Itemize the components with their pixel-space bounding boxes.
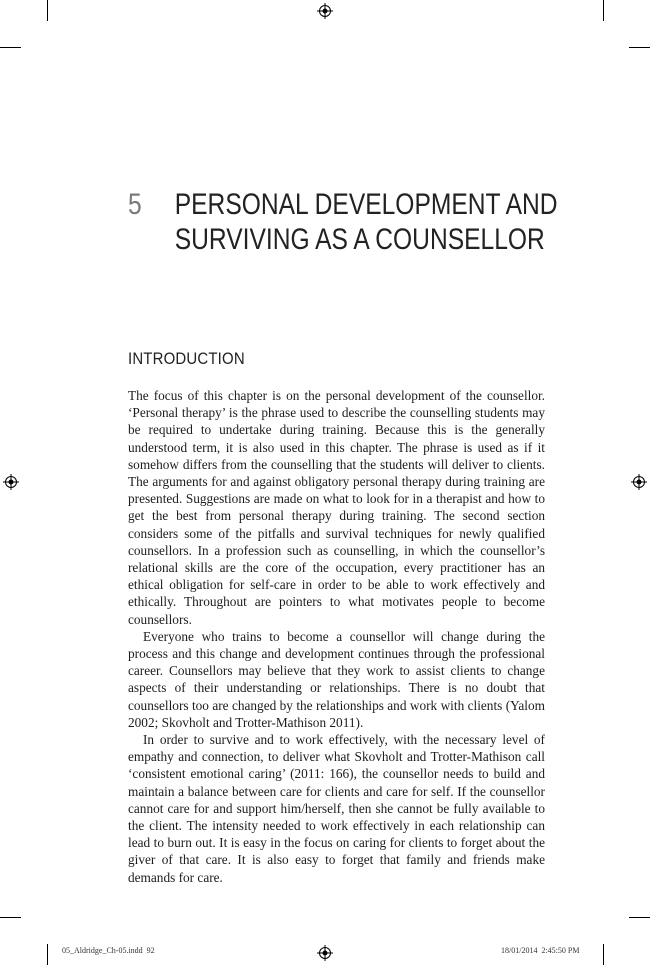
footer-date: 18/01/2014	[501, 946, 538, 955]
footer-file-info	[62, 946, 155, 955]
paragraph: In order to survive and to work effectively, with the necessary level of empathy and connection, to deliver what Skovholt and Trotter-Mathison call ‘consistent emotional caring’ (2011: 166), the counsellor needs to build and maintain a balance between care for clients and care for self. If the counsellor cannot care for and support him/herself, then she cannot be fully available to the client. The intensity needed to work effectively in each relationship can lead to burn out. It is easy in the focus on caring for clients to forget about the giver of that care. It is also easy to forget that family and friends make demands for care.	[128, 732, 545, 885]
footer-page-number: 92	[146, 946, 155, 955]
chapter-title-line: PERSONAL DEVELOPMENT AND	[174, 188, 558, 221]
crop-mark	[47, 944, 48, 965]
registration-mark-icon	[317, 945, 333, 961]
footer-filename: 05_Aldridge_Ch-05.indd	[62, 946, 143, 955]
section-heading: INTRODUCTION	[128, 349, 245, 368]
registration-mark-icon	[631, 474, 647, 490]
crop-mark	[0, 47, 21, 48]
footer-timestamp	[501, 946, 579, 955]
footer-time: 2:45:50 PM	[541, 946, 580, 955]
registration-mark-icon	[3, 474, 19, 490]
crop-mark	[603, 944, 604, 965]
crop-mark	[47, 0, 48, 21]
crop-mark	[629, 47, 650, 48]
registration-mark-icon	[317, 3, 333, 19]
chapter-title-line: SURVIVING AS A COUNSELLOR	[174, 223, 545, 256]
crop-mark	[0, 917, 21, 918]
paragraph: Everyone who trains to become a counsellor will change during the process and this change and development continues through the professional career. Counsellors may believe that they work to assist clients to change aspects of their understanding or relationships. There is no doubt that counsellors too are changed by the relationships and work with clients (Yalom 2002; Skovholt and Trotter-Mathison 2011).	[128, 628, 545, 730]
crop-mark	[629, 917, 650, 918]
body-text	[128, 387, 545, 886]
crop-mark	[603, 0, 604, 21]
chapter-title	[175, 187, 569, 257]
chapter-number: 5	[128, 188, 142, 221]
paragraph: The focus of this chapter is on the personal development of the counsellor. ‘Personal therapy’ is the phrase used to describe the counselling students may be required to undertake during training. Because this is the generally understood term, it is also used in this chapter. The phrase is used as if it somehow differs from the counselling that the students will deliver to clients. The arguments for and against obligatory personal therapy during training are presented. Suggestions are made on what to look for in a therapist and how to get the best from personal therapy during training. The second section considers some of the pitfalls and survival techniques for newly qualified counsellors. In a profession such as counselling, in which the counsellor’s relational skills are the core of the occupation, every practitioner has an ethical obligation for self-care in order to be able to work effectively and ethically. Throughout are pointers to what motivates people to become counsellors.	[128, 388, 545, 627]
